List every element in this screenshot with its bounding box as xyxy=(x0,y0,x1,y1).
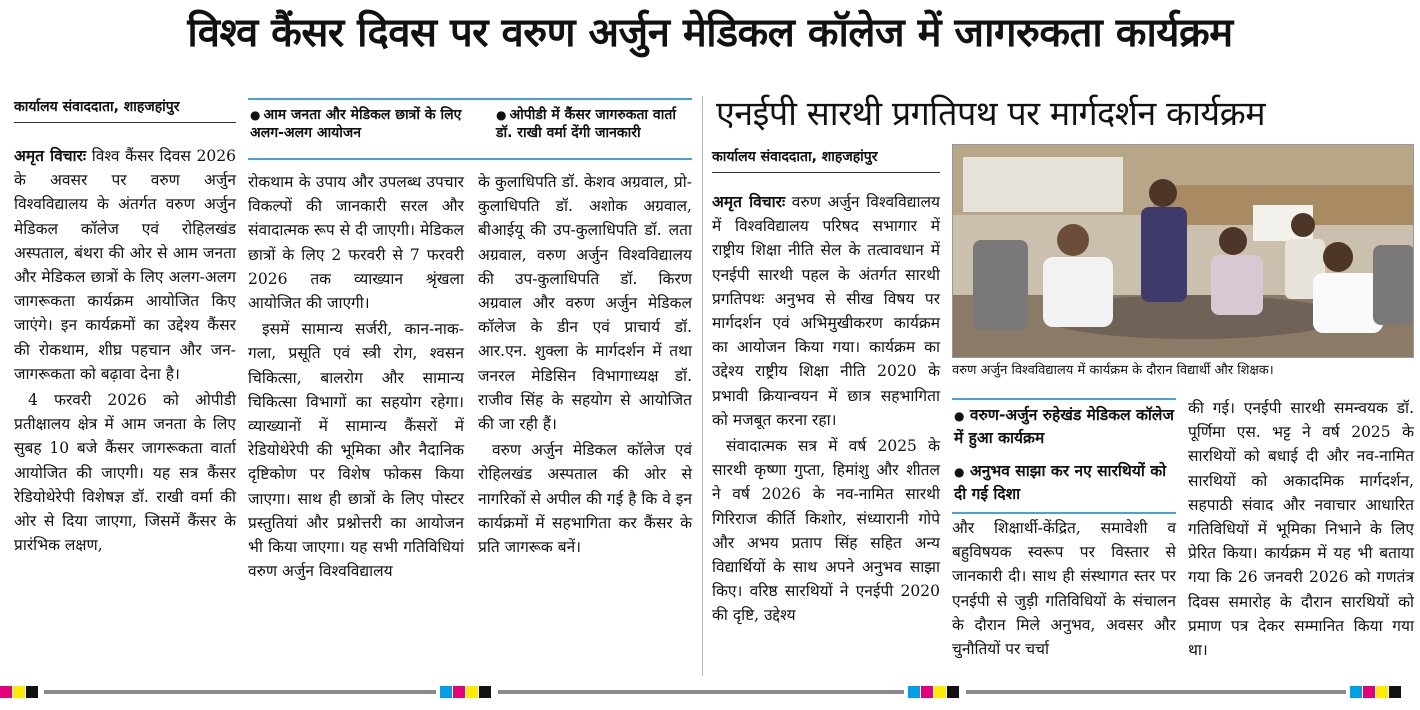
article2-paragraph: और शिक्षार्थी-केंद्रित, समावेशी व बहुविषयक स्वरूप पर विस्तार से जानकारी दी। साथ ही संस्थागत स्तर पर एनईपी से जुड़ी गतिविधियों के संचालन के दौरान मिले अनुभव, अवसर और चुनौतियों पर चर्चा xyxy=(952,519,1176,659)
article1-paragraph: वरुण अर्जुन मेडिकल कॉलेज एवं रोहिलखंड अस्पताल की ओर से नागरिकों से अपील की गई है कि वे इन कार्यक्रमों में सहभागिता कर कैंसर के प्रति जागरूक बनें। xyxy=(478,441,692,557)
article2-column-1: अमृत विचारः वरुण अर्जुन विश्वविद्यालय में विश्वविद्यालय परिषद सभागार में राष्ट्रीय शिक्षा नीति सेल के तत्वावधान में एनईपी सारथी पहल के अंतर्गत सारथी प्रगतिपथः अनुभव से सीख विषय पर मार्गदर्शन एवं अभिमुखीकरण कार्यक्रम का आयोजन किया गया। कार्यक्रम का उद्देश्य राष्ट्रीय शिक्षा नीति 2020 के प्रभावी क्रियान्वयन में छात्र सहभागिता को मजबूत करना रहा। संवादात्मक सत्र में वर्ष 2025 के सारथी कृष्णा गुप्ता, हिमांशु और शीतल ने वर्ष 2026 के नव-नामित सारथी गिरिराज कीर्ति किशोर, संध्यारानी गोपे और अभय प्रताप सिंह सहित अन्य विद्यार्थियों के साथ अपने अनुभव साझा किए। वरिष्ठ सारथियों ने एनईपी 2020 की दृष्टि, उद्देश्य xyxy=(712,190,940,628)
photo-caption: वरुण अर्जुन विश्वविद्यालय में कार्यक्रम के दौरान विद्यार्थी और शिक्षक। xyxy=(952,363,1274,378)
bullet-icon: ● xyxy=(954,409,965,423)
article2-photo xyxy=(952,144,1414,358)
article1-paragraph: के कुलाधिपति डॉ. केशव अग्रवाल, प्रो-कुलाधिपति डॉ. अशोक अग्रवाल, बीआईयू की उप-कुलाधिपति डॉ. लता अग्रवाल, वरुण अर्जुन विश्वविद्यालय की उप-कुलाधिपति डॉ. किरण अग्रवाल और वरुण अर्जुन मेडिकल कॉलेज के डीन एवं प्राचार्य डॉ. आर.एन. शुक्ला के मार्गदर्शन में तथा जनरल मेडिसिन विभागाध्यक्ष डॉ. राजीव सिंह के सहयोग से आयोजित की जा रही हैं। xyxy=(478,173,692,434)
article2-paragraph: संवादात्मक सत्र में वर्ष 2025 के सारथी कृष्णा गुप्ता, हिमांशु और शीतल ने वर्ष 2026 के नव-नामित सारथी गिरिराज कीर्ति किशोर, संध्यारानी गोपे और अभय प्रताप सिंह सहित अन्य विद्यार्थियों के साथ अपने अनुभव साझा किए। वरिष्ठ सारथियों ने एनईपी 2020 की दृष्टि, उद्देश्य xyxy=(712,437,940,625)
article1-paragraph: इसमें सामान्य सर्जरी, कान-नाक-गला, प्रसूति एवं स्त्री रोग, श्वसन चिकित्सा, बालरोग और सामान्य चिकित्सा विभागों का सहयोग रहेगा। व्याख्यानों में सामान्य कैंसरों में रेडियोथेरेपी की भूमिका और नैदानिक दृष्टिकोण पर विशेष फोकस किया जाएगा। साथ ही छात्रों के लिए पोस्टर प्रस्तुतियां और प्रश्नोत्तरी का आयोजन भी किया जाएगा। यह सभी गतिविधियां वरुण अर्जुन विश्वविद्यालय xyxy=(248,320,464,581)
article2-column-2 xyxy=(952,516,1176,661)
article1-kicker-1: ● आम जनता और मेडिकल छात्रों के लिए अलग-अलग आयोजन xyxy=(250,107,462,141)
article1-kicker-2: ● ओपीडी में कैंसर जागरुकता वार्ता डॉ. राखी वर्मा देंगी जानकारी xyxy=(496,107,676,141)
bullet-icon: ● xyxy=(496,108,507,122)
article-divider xyxy=(702,96,703,676)
article1-paragraph: रोकथाम के उपाय और उपलब्ध उपचार विकल्पों की जानकारी सरल और संवादात्मक रूप से दी जाएगी। मेडिकल छात्रों के लिए 2 फरवरी से 7 फरवरी 2026 तक व्याख्यान श्रृंखला आयोजित की जाएगी। xyxy=(248,173,464,313)
article1-byline: कार्यालय संवाददाता, शाहजहांपुर xyxy=(14,99,180,115)
meeting-photo-illustration xyxy=(953,145,1414,358)
article1-paragraph: 4 फरवरी 2026 को ओपीडी प्रतीक्षालय क्षेत्र में आम जनता के लिए सुबह 10 बजे कैंसर जागरूकता वार्ता आयोजित की जाएगी। यह सत्र कैंसर रेडियोथेरेपी विशेषज्ञ डॉ. राखी वर्मा की ओर से दिया जाएगा, जिसमें कैंसर के प्रारंभिक लक्षण, xyxy=(14,391,236,555)
byline-rule xyxy=(14,122,236,123)
main-headline: विश्व कैंसर दिवस पर वरुण अर्जुन मेडिकल कॉलेज में जागरुकता कार्यक्रम xyxy=(187,10,1233,56)
article2-box-headline-1: ● वरुण-अर्जुन रुहेखंड मेडिकल कॉलेज में हुआ कार्यक्रम xyxy=(954,406,1174,447)
box-bottom-rule xyxy=(952,512,1176,514)
kicker-bottom-rule xyxy=(248,158,692,160)
byline-rule xyxy=(712,172,940,173)
bullet-icon: ● xyxy=(954,465,965,479)
article1-column-1: अमृत विचारः विश्व कैंसर दिवस 2026 के अवसर पर वरुण अर्जुन विश्वविद्यालय के अंतर्गत वरुण अर्जुन मेडिकल कॉलेज एवं रोहिलखंड अस्पताल, बंथरा की ओर से आम जनता और मेडिकल छात्रों के लिए अलग-अलग जागरूकता कार्यक्रम आयोजित किए जाएंगे। इन कार्यक्रमों का उद्देश्य कैंसर की रोकथाम, शीघ्र पहचान और जन-जागरूकता को बढ़ावा देना है। 4 फरवरी 2026 को ओपीडी प्रतीक्षालय क्षेत्र में आम जनता के लिए सुबह 10 बजे कैंसर जागरूकता वार्ता आयोजित की जाएगी। यह सत्र कैंसर रेडियोथेरेपी विशेषज्ञ डॉ. राखी वर्मा की ओर से दिया जाएगा, जिसमें कैंसर के प्रारंभिक लक्षण, xyxy=(14,144,236,557)
article1-column-3 xyxy=(478,170,692,559)
article1-column-2 xyxy=(248,170,464,583)
article2-column-3 xyxy=(1188,396,1414,662)
box-top-rule xyxy=(952,398,1176,400)
kicker-top-rule xyxy=(248,98,692,100)
article2-headline: एनईपी सारथी प्रगतिपथ पर मार्गदर्शन कार्यक्रम xyxy=(716,94,1266,134)
article1-lead: अमृत विचारः xyxy=(14,146,87,165)
article2-box-headline-2: ● अनुभव साझा कर नए सारथियों को दी गई दिशा xyxy=(954,462,1167,503)
article2-lead: अमृत विचारः xyxy=(712,192,786,211)
bullet-icon: ● xyxy=(250,108,261,122)
article2-paragraph: की गई। एनईपी सारथी समन्वयक डॉ. पूर्णिमा एस. भट्ट ने वर्ष 2025 के सारथियों को बधाई दी और नव-नामित सारथियों को अकादमिक मार्गदर्शन, सहपाठी संवाद और नवाचार आधारित गतिविधियों में भूमिका निभाने के लिए प्रेरित किया। कार्यक्रम में यह भी बताया गया कि 26 जनवरी 2026 को गणतंत्र दिवस समारोह के दौरान सारथियों को प्रमाण पत्र देकर सम्मानित किया गया था। xyxy=(1188,399,1414,660)
article2-byline: कार्यालय संवाददाता, शाहजहांपुर xyxy=(712,149,878,165)
